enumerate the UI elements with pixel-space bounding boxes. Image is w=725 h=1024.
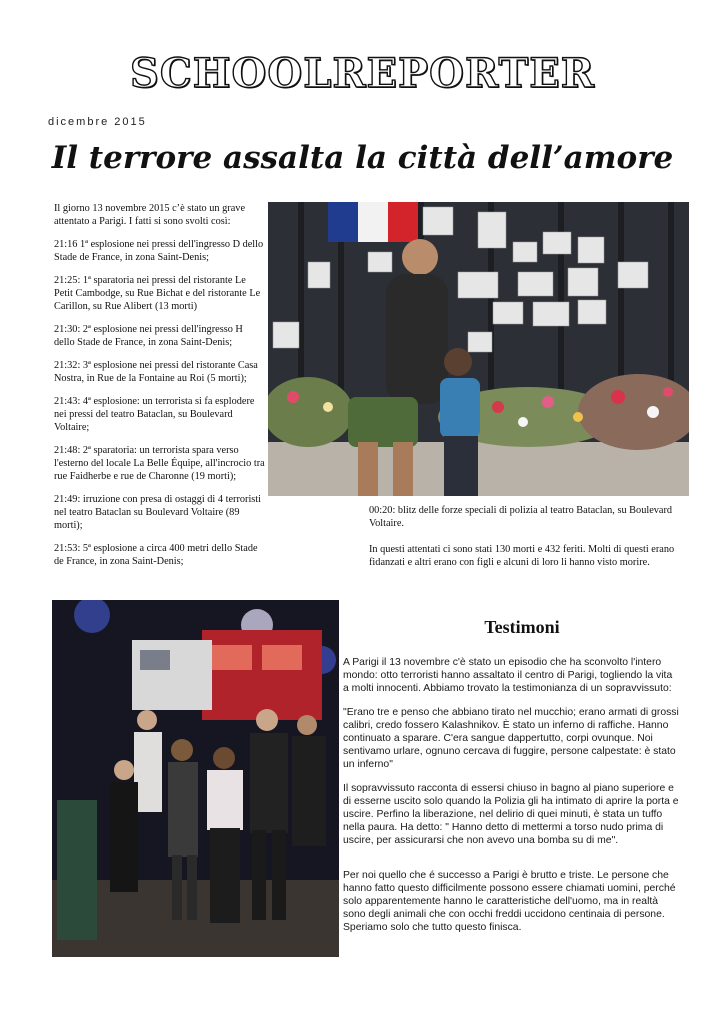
timeline-entry: 21:32: 3ª esplosione nei pressi del ristorante Casa Nostra, in Rue de la Fontaine au Roi (5 morti);	[54, 360, 258, 384]
issue-date: dicembre 2015	[48, 116, 147, 128]
testimoni-paragraph: Il sopravvissuto racconta di essersi chiuso in bagno al piano superiore e di esserne uscito solo quando la Polizia gli ha intimato di aprire la porta e uscire. Perfino la liberazione, nel delirio di quei minuti, è stata un tuffo nella paura. Ha detto: " Hanno detto di mettermi a torso nudo prima di uscire, per assicurarsi che non avevo una bomba su di me".	[343, 783, 679, 846]
timeline-entry: 21:48: 2ª sparatoria: un terrorista spara verso l'esterno del locale La Belle Équipe, all'incrocio tra rue Faidherbe e rue de Charonne (19 morti);	[54, 445, 265, 482]
summary-paragraph: In questi attentati ci sono stati 130 morti e 432 feriti. Molti di questi erano fidanzati e altri erano con figli e alcuni di loro li hanno visto morire.	[369, 544, 675, 568]
flag-blue	[328, 202, 358, 242]
testimoni-paragraph: A Parigi il 13 novembre c'è stato un episodio che ha sconvolto l'intero mondo: otto terroristi hanno assaltato il centro di Parigi, togliendo la vita a molti innocenti. Abbiamo trovato la testimonianza di un sopravvissuto:	[343, 657, 673, 694]
timeline-entry: 00:20: blitz delle forze speciali di polizia al teatro Bataclan, su Boulevard Voltaire.	[369, 505, 673, 529]
section-heading-testimoni: Testimoni	[484, 617, 560, 637]
timeline-entry: 21:16 1ª esplosione nei pressi dell'ingresso D dello Stade de France, in zona Saint-Denis;	[54, 239, 264, 263]
masthead-title: SCHOOLREPORTER	[129, 50, 595, 97]
timeline-entry: 21:49: irruzione con presa di ostaggi di 4 terroristi nel teatro Bataclan su Boulevard Voltaire (89 morti);	[54, 494, 262, 531]
timeline-entry: 21:25: 1ª sparatoria nei pressi del ristorante Le Petit Cambodge, su Rue Bichat e del ristorante Le Carillon, su Rue Alibert (13 morti)	[54, 275, 261, 312]
testimoni-column	[343, 656, 679, 945]
intro-paragraph: Il giorno 13 novembre 2015 c’è stato un grave attentato a Parigi. I fatti si sono svolti così:	[54, 203, 246, 227]
timeline-entry: 21:43: 4ª esplosione: un terrorista si fa esplodere nei pressi del teatro Bataclan, su Boulevard Voltaire;	[54, 396, 255, 433]
timeline-column	[54, 202, 266, 578]
testimoni-quote: "Erano tre e penso che abbiano tirato nel mucchio; erano armati di grossi calibri, credo fossero Kalashnikov. È stato un inferno di raffiche. Hanno continuato a sparare. C'era sangue dappertutto, corpi ovunque. Noi sentivamo urlare, ognuno cercava di fuggire, persone calpestate: è stato un inferno"	[343, 707, 679, 770]
testimoni-paragraph: Per noi quello che é successo a Parigi è brutto e triste. Le persone che hanno fatto questo difficilmente possono essere chiamati uomini, perché solo apparentemente hanno le caratteristiche dell'uomo, ma in realtà sono degli animali che con occhi freddi uccidono centinaia di persone. Speriamo solo che tutto questo finisca.	[343, 870, 676, 933]
timeline-entry: 21:30: 2ª esplosione nei pressi dell'ingresso H dello Stade de France, in zona Saint-Denis;	[54, 324, 243, 348]
memorial-photo	[268, 202, 689, 496]
timeline-right-column	[369, 504, 689, 582]
evacuation-photo	[52, 600, 339, 957]
timeline-entry: 21:53: 5ª esplosione a circa 400 metri dello Stade de France, in zona Saint-Denis;	[54, 543, 258, 567]
article-headline: Il terrore assalta la città dell’amore	[51, 140, 674, 176]
